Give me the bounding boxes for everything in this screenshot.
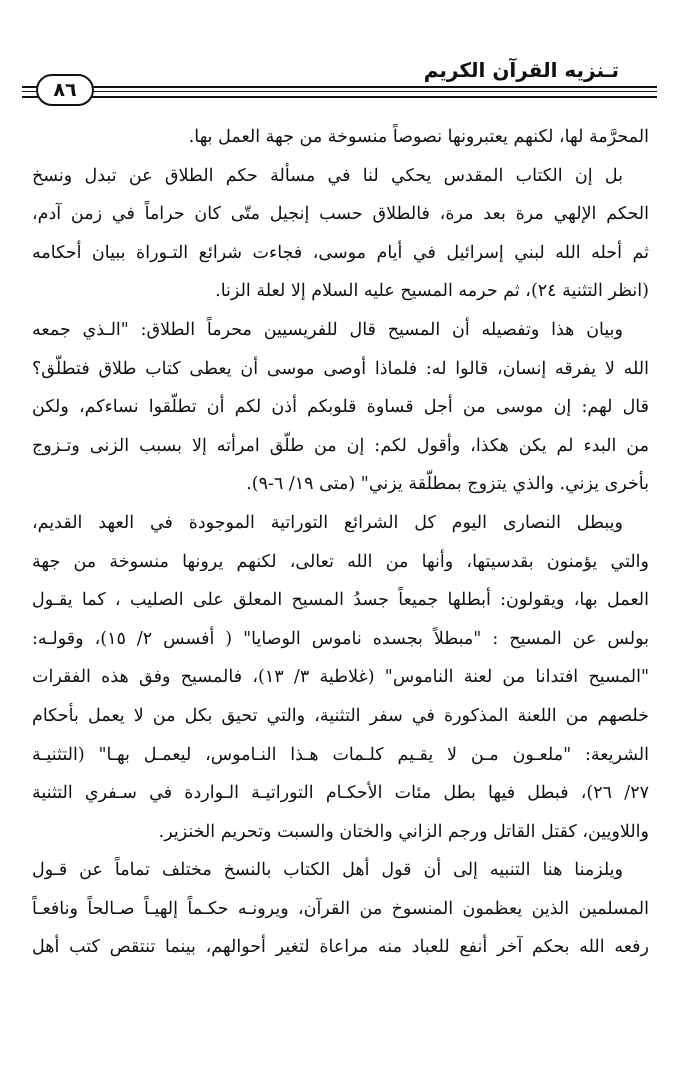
text-line: الشريعة: "ملعـون مـن لا يقـيم كلـمات هـذا النـاموس، ليعمـل بهـا" (التثنيـة [32, 744, 649, 765]
text-line: بولس عن المسيح : "مبطلاً بجسده ناموس الوصايا" ( أفسس ٢/ ١٥)، وقولـه: [32, 628, 649, 649]
text-line: وبيان هذا وتفصيله أن المسيح قال للفريسيين محرماً الطلاق: "الـذي جمعه [32, 319, 623, 340]
text-line: المحرَّمة لها، لكنهم يعتبرونها نصوصاً منسوخة من جهة العمل بها. [188, 127, 649, 147]
text-line: ٢٧/ ٢٦)، فبطل فيها بطل مئات الأحكـام التوراتيـة الـواردة في سـفري التثنية [32, 783, 649, 804]
book-title: تـنزيه القرآن الكريم [423, 58, 619, 82]
text-line: ثم أحله الله لبني إسرائيل في أيام موسى، فجاءت شرائع التـوراة ببيان أحكامه [32, 242, 649, 263]
text-line: من البدء لم يكن هكذا، وأقول لكم: إن من طلّق امرأته إلا بسبب الزنى وتـزوج [32, 435, 649, 456]
text-line: خلصهم من اللعنة المذكورة في سفر التثنية، والتي تحيق بكل من لا يعمل بأحكام [32, 705, 649, 726]
text-line: ويبطل النصارى اليوم كل الشرائع التوراتية الموجودة في العهد القديم، [32, 512, 623, 533]
header-rule-bottom [22, 96, 657, 98]
page-body [32, 118, 649, 1048]
text-line: "المسيح افتدانا من لعنة الناموس" (غلاطية ٣/ ١٣)، فالمسيح وفق هذه الفقرات [32, 667, 649, 688]
text-line: بأخرى يزني. والذي يتزوج بمطلّقة يزني" (متى ١٩/ ٦-٩). [246, 474, 649, 495]
text-line: رفعه الله بحكم آخر أنفع للعباد منه مراعاة لتغير أحوالهم، بينما تنتقص كتب أهل [32, 937, 649, 958]
text-line: واللاويين، كقتل القاتل ورجم الزاني والختان والسبت وتحريم الخنزير. [158, 821, 649, 842]
page-header [0, 0, 679, 120]
text-line: العمل بها، ويقولون: أبطلها جميعاً جسدُ المسيح المعلق على الصليب ، كما يقـول [32, 590, 649, 611]
header-rule-top [22, 86, 657, 88]
text-line: الله لا يفرقه إنسان، قالوا له: فلماذا أوصى موسى أن يعطى كتاب طلاق فتطلّق؟ [32, 358, 649, 379]
text-line: المسلمين الذين يعظمون المنسوخ من القرآن، ويرونـه حكـماً إلهيـاً صـالحاً ونافعـاً [32, 898, 649, 919]
text-line: قال لهم: إن موسى من أجل قساوة قلوبكم أذن لكم أن تطلّقوا نساءكم، ولكن [32, 397, 649, 418]
header-rule-middle [22, 91, 657, 92]
text-line: (انظر التثنية ٢٤)، ثم حرمه المسيح عليه السلام إلا لعلة الزنا. [215, 281, 649, 302]
page-number: ٨٦ [36, 74, 94, 106]
text-line: بل إن الكتاب المقدس يحكي لنا في مسألة حكم الطلاق عن تبدل ونسخ [32, 165, 623, 186]
text-line: والتي يؤمنون بقدسيتها، وأنها من الله تعالى، لكنهم يرونها منسوخة من جهة [32, 551, 649, 572]
text-line: ويلزمنا هنا التنبيه إلى أن قول أهل الكتاب بالنسخ مختلف تماماً عن قـول [32, 860, 623, 881]
text-line: الحكم الإلهي مرة بعد مرة، فالطلاق حسب إنجيل متّى كان حراماً في زمن آدم، [32, 204, 649, 225]
